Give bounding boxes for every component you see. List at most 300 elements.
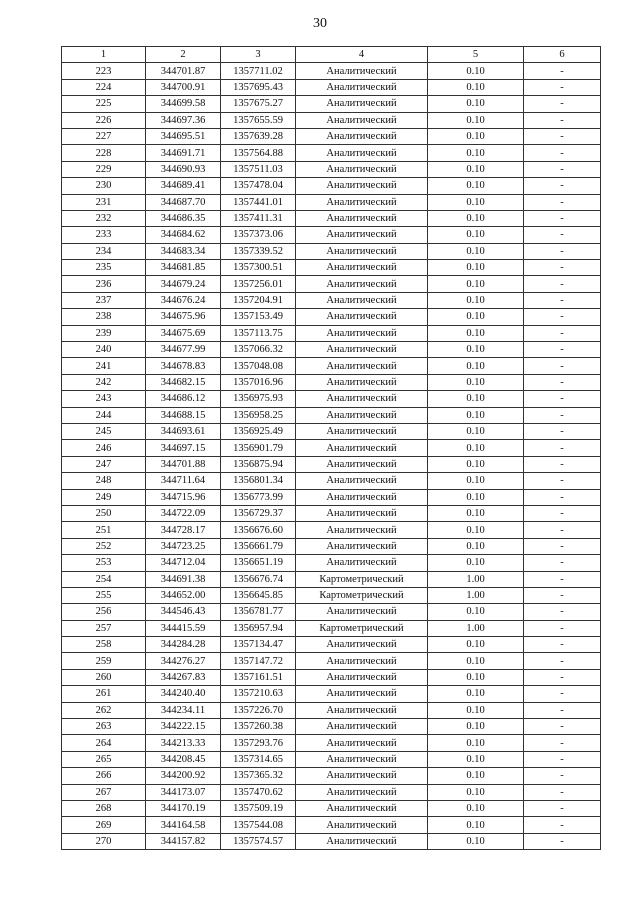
cell-coordinate-x: 344688.15 bbox=[146, 407, 221, 423]
cell-coordinate-x: 344679.24 bbox=[146, 276, 221, 292]
cell-note: - bbox=[524, 243, 601, 259]
table-row bbox=[62, 620, 601, 636]
cell-note: - bbox=[524, 210, 601, 226]
table-row bbox=[62, 702, 601, 718]
table-row bbox=[62, 719, 601, 735]
cell-coordinate-x: 344546.43 bbox=[146, 604, 221, 620]
cell-method: Аналитический bbox=[296, 719, 428, 735]
cell-method: Аналитический bbox=[296, 391, 428, 407]
cell-method: Аналитический bbox=[296, 800, 428, 816]
cell-note: - bbox=[524, 604, 601, 620]
cell-note: - bbox=[524, 686, 601, 702]
cell-method: Аналитический bbox=[296, 358, 428, 374]
cell-coordinate-y: 1357441.01 bbox=[221, 194, 296, 210]
cell-note: - bbox=[524, 374, 601, 390]
cell-coordinate-y: 1356875.94 bbox=[221, 456, 296, 472]
cell-point-number: 223 bbox=[62, 63, 146, 79]
cell-coordinate-y: 1357134.47 bbox=[221, 637, 296, 653]
cell-coordinate-y: 1357113.75 bbox=[221, 325, 296, 341]
cell-note: - bbox=[524, 342, 601, 358]
table-row bbox=[62, 292, 601, 308]
cell-coordinate-x: 344699.58 bbox=[146, 96, 221, 112]
cell-method: Аналитический bbox=[296, 505, 428, 521]
cell-coordinate-y: 1357048.08 bbox=[221, 358, 296, 374]
table-row bbox=[62, 358, 601, 374]
cell-method: Аналитический bbox=[296, 374, 428, 390]
page-number: 30 bbox=[313, 16, 327, 31]
table-header-row bbox=[62, 47, 601, 63]
cell-note: - bbox=[524, 768, 601, 784]
cell-method: Аналитический bbox=[296, 194, 428, 210]
table-row bbox=[62, 505, 601, 521]
cell-note: - bbox=[524, 145, 601, 161]
column-header: 4 bbox=[296, 47, 428, 63]
cell-coordinate-y: 1357574.57 bbox=[221, 833, 296, 849]
cell-method: Аналитический bbox=[296, 735, 428, 751]
cell-coordinate-x: 344728.17 bbox=[146, 522, 221, 538]
table-row bbox=[62, 309, 601, 325]
cell-coordinate-y: 1357204.91 bbox=[221, 292, 296, 308]
table-row bbox=[62, 555, 601, 571]
cell-point-number: 269 bbox=[62, 817, 146, 833]
cell-note: - bbox=[524, 473, 601, 489]
cell-accuracy: 0.10 bbox=[428, 161, 524, 177]
table-row bbox=[62, 669, 601, 685]
cell-note: - bbox=[524, 407, 601, 423]
cell-accuracy: 1.00 bbox=[428, 620, 524, 636]
cell-coordinate-x: 344157.82 bbox=[146, 833, 221, 849]
cell-point-number: 249 bbox=[62, 489, 146, 505]
cell-coordinate-x: 344681.85 bbox=[146, 260, 221, 276]
cell-method: Аналитический bbox=[296, 784, 428, 800]
column-header: 3 bbox=[221, 47, 296, 63]
cell-accuracy: 0.10 bbox=[428, 112, 524, 128]
cell-accuracy: 0.10 bbox=[428, 505, 524, 521]
cell-method: Картометрический bbox=[296, 571, 428, 587]
cell-coordinate-y: 1357655.59 bbox=[221, 112, 296, 128]
cell-coordinate-x: 344686.35 bbox=[146, 210, 221, 226]
table-row bbox=[62, 637, 601, 653]
cell-coordinate-y: 1357509.19 bbox=[221, 800, 296, 816]
table-row bbox=[62, 538, 601, 554]
cell-point-number: 262 bbox=[62, 702, 146, 718]
coordinates-table bbox=[61, 46, 601, 850]
cell-point-number: 250 bbox=[62, 505, 146, 521]
table-row bbox=[62, 96, 601, 112]
cell-accuracy: 0.10 bbox=[428, 735, 524, 751]
cell-method: Картометрический bbox=[296, 620, 428, 636]
table-row bbox=[62, 489, 601, 505]
cell-coordinate-y: 1357470.62 bbox=[221, 784, 296, 800]
cell-accuracy: 0.10 bbox=[428, 817, 524, 833]
cell-coordinate-y: 1357478.04 bbox=[221, 178, 296, 194]
cell-method: Аналитический bbox=[296, 669, 428, 685]
cell-coordinate-x: 344208.45 bbox=[146, 751, 221, 767]
cell-point-number: 260 bbox=[62, 669, 146, 685]
table-row bbox=[62, 751, 601, 767]
cell-point-number: 255 bbox=[62, 587, 146, 603]
table-row bbox=[62, 423, 601, 439]
cell-coordinate-x: 344213.33 bbox=[146, 735, 221, 751]
cell-accuracy: 0.10 bbox=[428, 423, 524, 439]
cell-note: - bbox=[524, 96, 601, 112]
cell-method: Аналитический bbox=[296, 702, 428, 718]
cell-accuracy: 0.10 bbox=[428, 473, 524, 489]
cell-note: - bbox=[524, 128, 601, 144]
cell-coordinate-x: 344683.34 bbox=[146, 243, 221, 259]
cell-accuracy: 0.10 bbox=[428, 653, 524, 669]
cell-accuracy: 0.10 bbox=[428, 243, 524, 259]
cell-coordinate-x: 344678.83 bbox=[146, 358, 221, 374]
cell-method: Аналитический bbox=[296, 473, 428, 489]
cell-note: - bbox=[524, 440, 601, 456]
cell-coordinate-y: 1356925.49 bbox=[221, 423, 296, 439]
cell-coordinate-x: 344222.15 bbox=[146, 719, 221, 735]
cell-accuracy: 0.10 bbox=[428, 292, 524, 308]
cell-point-number: 253 bbox=[62, 555, 146, 571]
cell-accuracy: 0.10 bbox=[428, 538, 524, 554]
cell-coordinate-x: 344234.11 bbox=[146, 702, 221, 718]
cell-coordinate-y: 1356676.74 bbox=[221, 571, 296, 587]
cell-coordinate-y: 1356801.34 bbox=[221, 473, 296, 489]
cell-coordinate-y: 1357210.63 bbox=[221, 686, 296, 702]
cell-note: - bbox=[524, 505, 601, 521]
cell-coordinate-y: 1356975.93 bbox=[221, 391, 296, 407]
cell-coordinate-x: 344173.07 bbox=[146, 784, 221, 800]
cell-coordinate-y: 1357564.88 bbox=[221, 145, 296, 161]
cell-point-number: 245 bbox=[62, 423, 146, 439]
cell-accuracy: 0.10 bbox=[428, 784, 524, 800]
cell-note: - bbox=[524, 489, 601, 505]
cell-coordinate-y: 1356661.79 bbox=[221, 538, 296, 554]
cell-coordinate-x: 344691.71 bbox=[146, 145, 221, 161]
cell-note: - bbox=[524, 456, 601, 472]
cell-point-number: 238 bbox=[62, 309, 146, 325]
cell-point-number: 239 bbox=[62, 325, 146, 341]
table-row bbox=[62, 145, 601, 161]
cell-method: Аналитический bbox=[296, 309, 428, 325]
cell-note: - bbox=[524, 800, 601, 816]
cell-point-number: 230 bbox=[62, 178, 146, 194]
cell-accuracy: 0.10 bbox=[428, 325, 524, 341]
cell-coordinate-x: 344697.15 bbox=[146, 440, 221, 456]
cell-method: Аналитический bbox=[296, 440, 428, 456]
cell-method: Аналитический bbox=[296, 227, 428, 243]
cell-coordinate-x: 344170.19 bbox=[146, 800, 221, 816]
cell-accuracy: 0.10 bbox=[428, 260, 524, 276]
table-row bbox=[62, 63, 601, 79]
cell-coordinate-y: 1357293.76 bbox=[221, 735, 296, 751]
table-row bbox=[62, 833, 601, 849]
cell-method: Аналитический bbox=[296, 145, 428, 161]
cell-note: - bbox=[524, 358, 601, 374]
cell-point-number: 248 bbox=[62, 473, 146, 489]
cell-note: - bbox=[524, 325, 601, 341]
table-row bbox=[62, 800, 601, 816]
cell-accuracy: 0.10 bbox=[428, 358, 524, 374]
cell-method: Аналитический bbox=[296, 128, 428, 144]
cell-coordinate-x: 344701.88 bbox=[146, 456, 221, 472]
cell-coordinate-x: 344697.36 bbox=[146, 112, 221, 128]
column-header: 6 bbox=[524, 47, 601, 63]
table-row bbox=[62, 374, 601, 390]
cell-accuracy: 0.10 bbox=[428, 751, 524, 767]
cell-coordinate-x: 344415.59 bbox=[146, 620, 221, 636]
cell-point-number: 264 bbox=[62, 735, 146, 751]
cell-method: Аналитический bbox=[296, 751, 428, 767]
cell-accuracy: 0.10 bbox=[428, 800, 524, 816]
cell-point-number: 266 bbox=[62, 768, 146, 784]
cell-coordinate-y: 1357300.51 bbox=[221, 260, 296, 276]
cell-point-number: 261 bbox=[62, 686, 146, 702]
cell-method: Аналитический bbox=[296, 260, 428, 276]
cell-accuracy: 0.10 bbox=[428, 522, 524, 538]
table-row bbox=[62, 325, 601, 341]
table-row bbox=[62, 178, 601, 194]
cell-coordinate-y: 1357153.49 bbox=[221, 309, 296, 325]
cell-coordinate-y: 1357373.06 bbox=[221, 227, 296, 243]
cell-accuracy: 0.10 bbox=[428, 309, 524, 325]
cell-coordinate-y: 1357016.96 bbox=[221, 374, 296, 390]
cell-point-number: 233 bbox=[62, 227, 146, 243]
cell-method: Аналитический bbox=[296, 686, 428, 702]
cell-accuracy: 0.10 bbox=[428, 407, 524, 423]
cell-accuracy: 0.10 bbox=[428, 604, 524, 620]
table-row bbox=[62, 210, 601, 226]
cell-accuracy: 0.10 bbox=[428, 391, 524, 407]
cell-coordinate-x: 344700.91 bbox=[146, 79, 221, 95]
cell-coordinate-y: 1356729.37 bbox=[221, 505, 296, 521]
cell-accuracy: 0.10 bbox=[428, 194, 524, 210]
table-row bbox=[62, 243, 601, 259]
cell-method: Аналитический bbox=[296, 325, 428, 341]
cell-point-number: 268 bbox=[62, 800, 146, 816]
cell-point-number: 231 bbox=[62, 194, 146, 210]
cell-coordinate-x: 344715.96 bbox=[146, 489, 221, 505]
cell-method: Аналитический bbox=[296, 112, 428, 128]
cell-note: - bbox=[524, 587, 601, 603]
table-row bbox=[62, 735, 601, 751]
cell-coordinate-y: 1357147.72 bbox=[221, 653, 296, 669]
cell-coordinate-y: 1357365.32 bbox=[221, 768, 296, 784]
cell-method: Аналитический bbox=[296, 63, 428, 79]
cell-point-number: 228 bbox=[62, 145, 146, 161]
cell-coordinate-y: 1357675.27 bbox=[221, 96, 296, 112]
column-header: 2 bbox=[146, 47, 221, 63]
cell-method: Аналитический bbox=[296, 178, 428, 194]
cell-note: - bbox=[524, 79, 601, 95]
cell-method: Аналитический bbox=[296, 243, 428, 259]
table-row bbox=[62, 276, 601, 292]
cell-coordinate-x: 344686.12 bbox=[146, 391, 221, 407]
cell-coordinate-x: 344675.69 bbox=[146, 325, 221, 341]
cell-accuracy: 0.10 bbox=[428, 833, 524, 849]
cell-note: - bbox=[524, 161, 601, 177]
cell-method: Аналитический bbox=[296, 653, 428, 669]
cell-coordinate-x: 344723.25 bbox=[146, 538, 221, 554]
cell-accuracy: 0.10 bbox=[428, 768, 524, 784]
cell-accuracy: 0.10 bbox=[428, 145, 524, 161]
cell-coordinate-x: 344240.40 bbox=[146, 686, 221, 702]
cell-note: - bbox=[524, 620, 601, 636]
cell-coordinate-x: 344695.51 bbox=[146, 128, 221, 144]
table-row bbox=[62, 260, 601, 276]
column-header: 1 bbox=[62, 47, 146, 63]
cell-point-number: 225 bbox=[62, 96, 146, 112]
cell-coordinate-y: 1356958.25 bbox=[221, 407, 296, 423]
cell-note: - bbox=[524, 538, 601, 554]
cell-method: Аналитический bbox=[296, 555, 428, 571]
cell-point-number: 252 bbox=[62, 538, 146, 554]
cell-accuracy: 0.10 bbox=[428, 555, 524, 571]
table-row bbox=[62, 522, 601, 538]
cell-point-number: 256 bbox=[62, 604, 146, 620]
table-row bbox=[62, 587, 601, 603]
cell-point-number: 246 bbox=[62, 440, 146, 456]
cell-method: Аналитический bbox=[296, 637, 428, 653]
cell-method: Аналитический bbox=[296, 522, 428, 538]
table-row bbox=[62, 604, 601, 620]
cell-accuracy: 0.10 bbox=[428, 440, 524, 456]
cell-method: Аналитический bbox=[296, 456, 428, 472]
table-row bbox=[62, 473, 601, 489]
cell-point-number: 229 bbox=[62, 161, 146, 177]
column-header: 5 bbox=[428, 47, 524, 63]
cell-method: Аналитический bbox=[296, 407, 428, 423]
cell-method: Аналитический bbox=[296, 423, 428, 439]
table-row bbox=[62, 768, 601, 784]
cell-coordinate-y: 1357260.38 bbox=[221, 719, 296, 735]
cell-method: Аналитический bbox=[296, 768, 428, 784]
table-row bbox=[62, 79, 601, 95]
cell-point-number: 259 bbox=[62, 653, 146, 669]
table-body bbox=[62, 63, 601, 850]
cell-method: Аналитический bbox=[296, 817, 428, 833]
cell-accuracy: 0.10 bbox=[428, 63, 524, 79]
cell-method: Аналитический bbox=[296, 833, 428, 849]
table-row bbox=[62, 817, 601, 833]
cell-coordinate-x: 344675.96 bbox=[146, 309, 221, 325]
cell-note: - bbox=[524, 637, 601, 653]
cell-point-number: 242 bbox=[62, 374, 146, 390]
cell-point-number: 234 bbox=[62, 243, 146, 259]
cell-coordinate-y: 1356676.60 bbox=[221, 522, 296, 538]
cell-accuracy: 1.00 bbox=[428, 571, 524, 587]
table-row bbox=[62, 653, 601, 669]
cell-accuracy: 0.10 bbox=[428, 276, 524, 292]
cell-note: - bbox=[524, 719, 601, 735]
cell-point-number: 257 bbox=[62, 620, 146, 636]
cell-accuracy: 0.10 bbox=[428, 374, 524, 390]
cell-method: Аналитический bbox=[296, 161, 428, 177]
cell-coordinate-y: 1357511.03 bbox=[221, 161, 296, 177]
cell-point-number: 227 bbox=[62, 128, 146, 144]
cell-coordinate-x: 344701.87 bbox=[146, 63, 221, 79]
cell-accuracy: 0.10 bbox=[428, 637, 524, 653]
table-row bbox=[62, 686, 601, 702]
cell-coordinate-y: 1357314.65 bbox=[221, 751, 296, 767]
cell-accuracy: 0.10 bbox=[428, 79, 524, 95]
cell-coordinate-x: 344682.15 bbox=[146, 374, 221, 390]
cell-note: - bbox=[524, 309, 601, 325]
cell-method: Аналитический bbox=[296, 342, 428, 358]
cell-coordinate-y: 1356901.79 bbox=[221, 440, 296, 456]
table-row bbox=[62, 161, 601, 177]
cell-note: - bbox=[524, 702, 601, 718]
cell-coordinate-x: 344690.93 bbox=[146, 161, 221, 177]
table-row bbox=[62, 440, 601, 456]
cell-note: - bbox=[524, 194, 601, 210]
cell-note: - bbox=[524, 260, 601, 276]
cell-method: Аналитический bbox=[296, 96, 428, 112]
cell-coordinate-x: 344684.62 bbox=[146, 227, 221, 243]
cell-coordinate-y: 1356957.94 bbox=[221, 620, 296, 636]
cell-note: - bbox=[524, 112, 601, 128]
table-row bbox=[62, 391, 601, 407]
cell-point-number: 270 bbox=[62, 833, 146, 849]
cell-point-number: 267 bbox=[62, 784, 146, 800]
cell-coordinate-y: 1357544.08 bbox=[221, 817, 296, 833]
table-row bbox=[62, 342, 601, 358]
cell-coordinate-y: 1357695.43 bbox=[221, 79, 296, 95]
cell-point-number: 240 bbox=[62, 342, 146, 358]
cell-point-number: 235 bbox=[62, 260, 146, 276]
cell-note: - bbox=[524, 751, 601, 767]
cell-note: - bbox=[524, 833, 601, 849]
cell-coordinate-x: 344652.00 bbox=[146, 587, 221, 603]
table-row bbox=[62, 571, 601, 587]
cell-coordinate-y: 1356781.77 bbox=[221, 604, 296, 620]
cell-note: - bbox=[524, 391, 601, 407]
cell-coordinate-x: 344712.04 bbox=[146, 555, 221, 571]
cell-point-number: 243 bbox=[62, 391, 146, 407]
cell-coordinate-x: 344722.09 bbox=[146, 505, 221, 521]
cell-note: - bbox=[524, 735, 601, 751]
cell-coordinate-y: 1357339.52 bbox=[221, 243, 296, 259]
table-row bbox=[62, 407, 601, 423]
table-row bbox=[62, 112, 601, 128]
cell-accuracy: 0.10 bbox=[428, 456, 524, 472]
cell-coordinate-x: 344164.58 bbox=[146, 817, 221, 833]
cell-coordinate-y: 1357256.01 bbox=[221, 276, 296, 292]
cell-method: Аналитический bbox=[296, 210, 428, 226]
cell-point-number: 263 bbox=[62, 719, 146, 735]
cell-point-number: 241 bbox=[62, 358, 146, 374]
cell-accuracy: 0.10 bbox=[428, 719, 524, 735]
cell-point-number: 232 bbox=[62, 210, 146, 226]
cell-note: - bbox=[524, 817, 601, 833]
cell-accuracy: 0.10 bbox=[428, 686, 524, 702]
cell-note: - bbox=[524, 571, 601, 587]
cell-method: Картометрический bbox=[296, 587, 428, 603]
cell-coordinate-y: 1356651.19 bbox=[221, 555, 296, 571]
cell-note: - bbox=[524, 227, 601, 243]
cell-coordinate-x: 344687.70 bbox=[146, 194, 221, 210]
cell-method: Аналитический bbox=[296, 538, 428, 554]
cell-coordinate-x: 344693.61 bbox=[146, 423, 221, 439]
cell-accuracy: 0.10 bbox=[428, 702, 524, 718]
cell-accuracy: 1.00 bbox=[428, 587, 524, 603]
cell-accuracy: 0.10 bbox=[428, 227, 524, 243]
table-row bbox=[62, 784, 601, 800]
cell-coordinate-y: 1357411.31 bbox=[221, 210, 296, 226]
cell-point-number: 265 bbox=[62, 751, 146, 767]
cell-coordinate-y: 1357226.70 bbox=[221, 702, 296, 718]
cell-point-number: 251 bbox=[62, 522, 146, 538]
cell-note: - bbox=[524, 423, 601, 439]
cell-note: - bbox=[524, 555, 601, 571]
cell-coordinate-y: 1356773.99 bbox=[221, 489, 296, 505]
